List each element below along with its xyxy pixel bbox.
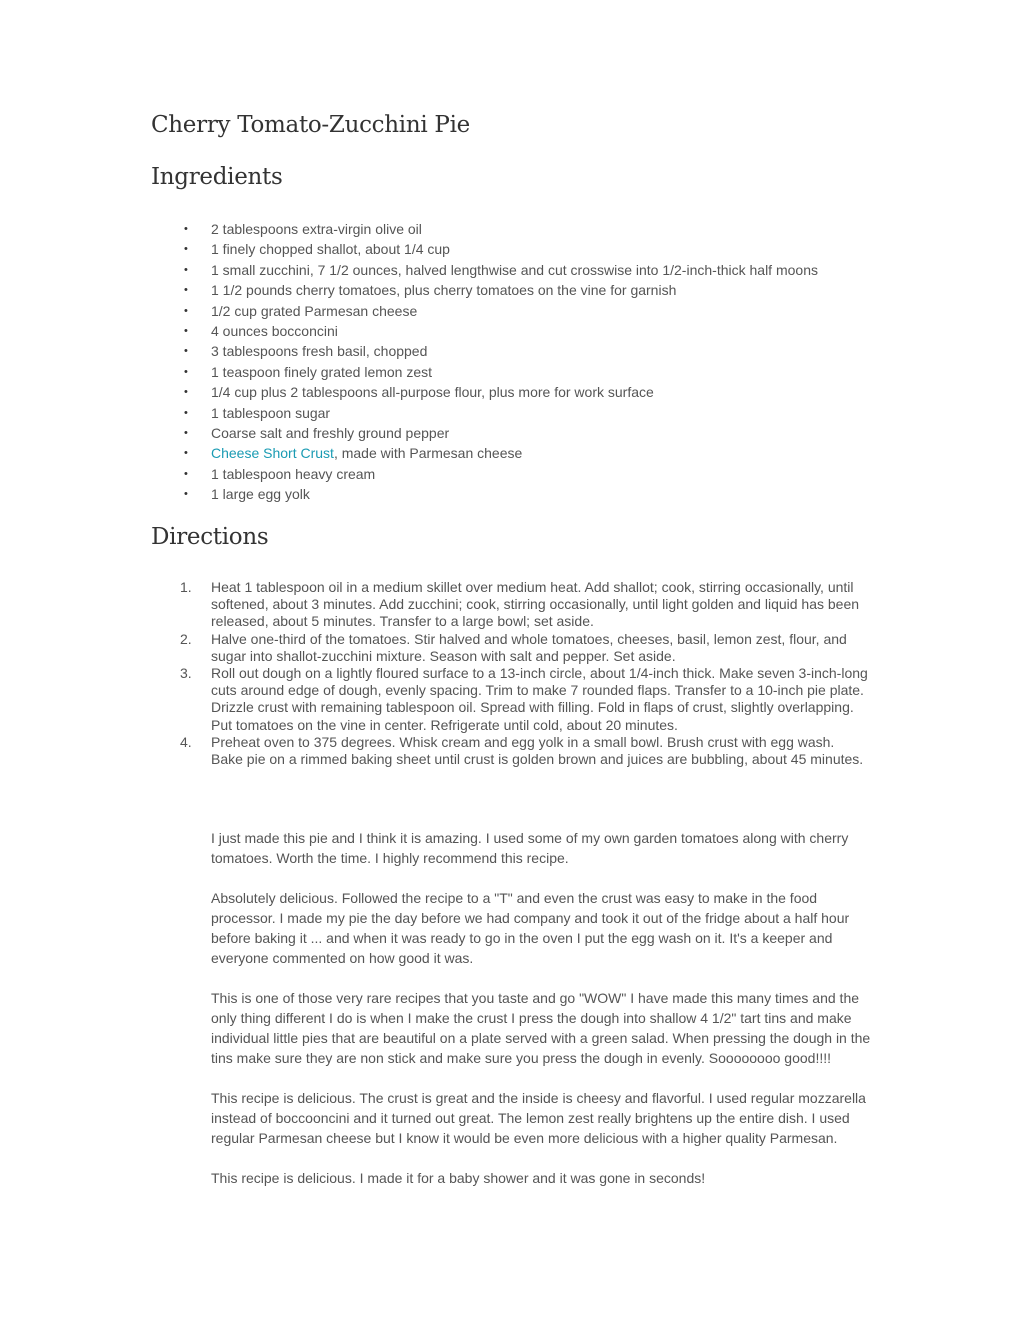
bullet-icon: •: [184, 263, 188, 276]
page-title: Cherry Tomato-Zucchini Pie: [151, 112, 470, 138]
ingredient-item: [151, 484, 881, 504]
ingredient-item: [151, 464, 881, 484]
direction-step: [151, 734, 881, 768]
ingredient-text: 1 tablespoon sugar: [211, 404, 331, 421]
bullet-icon: •: [184, 386, 188, 399]
direction-step: [151, 665, 881, 734]
ingredient-text: 2 tablespoons extra-virgin olive oil: [211, 221, 422, 237]
ingredient-item: [151, 382, 881, 402]
ingredient-item: [151, 280, 881, 300]
directions-heading: Directions: [151, 524, 269, 550]
ingredient-text: 1 large egg yolk: [211, 486, 310, 503]
ingredient-text: Coarse salt and freshly ground pepper: [211, 424, 450, 441]
step-text: Halve one-third of the tomatoes. Stir halved and whole tomatoes, cheeses, basil, lemon zest, flour, and sugar into shallot-zucchini mixture. Season with salt and pepper. Set aside.: [211, 630, 847, 664]
ingredient-text: 1 teaspoon finely grated lemon zest: [211, 363, 433, 380]
comment-text: Absolutely delicious. Followed the recipe to a "T" and even the crust was easy to make in the food processor. I made my pie the day before we had company and took it out of the fridge about a half hour before baking it ... and when it was ready to go in the oven I put the egg wash on it. It's a keeper and everyone commented on how good it was.: [211, 890, 850, 966]
ingredient-item: [151, 423, 881, 443]
ingredient-text: , made with Parmesan cheese: [333, 445, 523, 462]
ingredient-text: 4 ounces bocconcini: [211, 322, 338, 339]
bullet-icon: •: [184, 324, 188, 337]
comment-text: This recipe is delicious. The crust is great and the inside is cheesy and flavorful. I used regular mozzarella instead of boccooncini and it turned out great. The lemon zest really brightens up the entire dish. I used regular Parmesan cheese but I know it would be even more delicious with a higher quality Parmesan.: [211, 1090, 866, 1146]
direction-step: [151, 579, 881, 631]
step-number: 4.: [180, 733, 192, 750]
ingredient-text: 1 1/2 pounds cherry tomatoes, plus cherry tomatoes on the vine for garnish: [211, 282, 677, 299]
directions-list: [151, 579, 881, 768]
bullet-icon: •: [184, 467, 188, 480]
bullet-icon: •: [184, 223, 188, 235]
step-text: Roll out dough on a lightly floured surface to a 13-inch circle, about 1/4-inch thick. Make seven 3-inch-long cuts around edge of dough, evenly spacing. Trim to make 7 rounded flaps. Transfer to a 10-inch pie plate. Drizzle crust with remaining tablespoon oil. Spread with filling. Fold in flaps of crust, slightly overlapping. Put tomatoes on the vine in center. Refrigerate until cold, about 20 minutes.: [211, 665, 868, 733]
bullet-icon: •: [184, 426, 188, 439]
step-text: Preheat oven to 375 degrees. Whisk cream and egg yolk in a small bowl. Brush crust with egg wash. Bake pie on a rimmed baking sheet until crust is golden brown and juices are bubbling, about 45 minutes.: [211, 733, 864, 768]
comment-text: This is one of those very rare recipes that you taste and go "WOW" I have made this many times and the only thing different I do is when I make the crust I press the dough into shallow 4 1/2" tart tins and make individual little pies that are beautiful on a plate served with a green salad. When pressing the dough in the tins make sure they are non stick and make sure you press the dough in evenly. Soooooooo good!!!!: [211, 990, 871, 1066]
bullet-icon: •: [184, 243, 188, 256]
ingredient-item: [151, 260, 881, 280]
ingredient-text: 1/4 cup plus 2 tablespoons all-purpose flour, plus more for work surface: [211, 384, 654, 401]
ingredient-item: [151, 239, 881, 259]
ingredient-text: 1 tablespoon heavy cream: [211, 465, 376, 482]
bullet-icon: •: [184, 447, 188, 460]
ingredient-item: [151, 362, 881, 382]
bullet-icon: •: [184, 488, 188, 501]
ingredient-item: [151, 403, 881, 423]
direction-step: [151, 631, 881, 665]
cheese-short-crust-link[interactable]: Cheese Short Crust: [211, 445, 334, 462]
step-number: 3.: [180, 665, 192, 682]
comments-section: [211, 828, 871, 1208]
bullet-icon: •: [184, 365, 188, 378]
ingredients-list: [151, 219, 881, 504]
ingredient-item: [151, 219, 881, 239]
step-number: 1.: [180, 579, 192, 595]
step-number: 2.: [180, 630, 192, 647]
bullet-icon: •: [184, 304, 188, 317]
bullet-icon: •: [184, 406, 188, 419]
comment-text: I just made this pie and I think it is amazing. I used some of my own garden tomatoes along with cherry tomatoes. Worth the time. I highly recommend this recipe.: [211, 830, 849, 866]
bullet-icon: •: [184, 284, 188, 297]
ingredient-item: [151, 443, 881, 463]
ingredient-text: 1 small zucchini, 7 1/2 ounces, halved lengthwise and cut crosswise into 1/2-inch-thick half moons: [211, 261, 818, 278]
comment-text: This recipe is delicious. I made it for a baby shower and it was gone in seconds!: [211, 1170, 706, 1186]
ingredient-item: [151, 321, 881, 341]
ingredient-text: 1 finely chopped shallot, about 1/4 cup: [211, 241, 450, 258]
ingredient-item: [151, 301, 881, 321]
step-text: Heat 1 tablespoon oil in a medium skillet over medium heat. Add shallot; cook, stirring occasionally, until softened, about 3 minutes. Add zucchini; cook, stirring occasionally, until light golden and liquid has been released, about 5 minutes. Transfer to a large bowl; set aside.: [211, 579, 860, 630]
ingredients-heading: Ingredients: [151, 164, 283, 190]
ingredient-item: [151, 341, 881, 361]
ingredient-text: 1/2 cup grated Parmesan cheese: [211, 302, 418, 319]
bullet-icon: •: [184, 345, 188, 358]
ingredient-text: 3 tablespoons fresh basil, chopped: [211, 343, 428, 360]
